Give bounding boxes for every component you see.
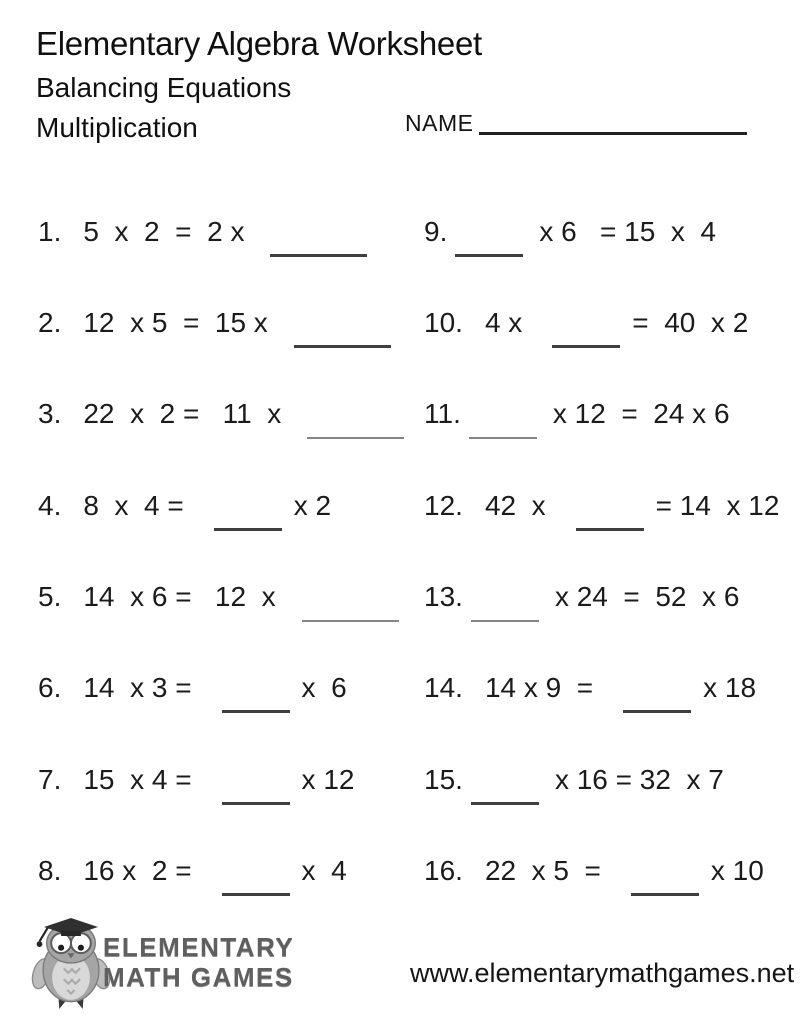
equation-post-text: x 6 = 15 x 4 [539,216,717,247]
problem-number: 9. [424,216,448,247]
problem-number: 13. [424,581,463,612]
problem-12 [424,489,779,523]
equation-post-text: x 10 [710,855,764,886]
equation-post-text: x 12 [301,764,355,795]
logo-wordmark [103,932,294,992]
answer-blank[interactable] [214,528,282,531]
answer-blank[interactable] [552,345,620,348]
equation-pre-text: 22 x 5 = [484,855,601,886]
problem-1 [38,215,367,249]
problem-number: 15. [424,764,463,795]
subtitle-balancing-equations: Balancing Equations [36,72,292,103]
answer-blank[interactable] [471,620,539,622]
equation-pre-text: 4 x [484,307,523,338]
problem-number: 8. [38,855,62,886]
logo-line-elementary: ELEMENTARY [103,932,295,962]
answer-blank[interactable] [270,254,367,257]
equation-pre-text: 14 x 6 = 12 x [83,581,276,612]
problem-10 [424,306,748,340]
problem-3 [38,397,404,431]
answer-blank[interactable] [471,802,539,805]
answer-blank[interactable] [623,710,691,713]
answer-blank[interactable] [302,620,399,622]
logo-line-math-games: MATH GAMES [103,962,294,992]
website-url: www.elementarymathgames.net [410,958,795,988]
equation-post-text: x 4 [301,855,347,886]
answer-blank[interactable] [222,802,290,805]
equation-post-text: x 12 = 24 x 6 [552,398,730,429]
equation-pre-text: 14 x 9 = [484,672,594,703]
problem-5 [38,580,399,614]
equation-post-text: x 2 [293,490,332,521]
problem-number: 3. [38,398,62,429]
problem-number: 1. [38,216,62,247]
problem-14 [424,671,756,705]
equation-pre-text: 22 x 2 = 11 x [83,398,282,429]
problem-4 [38,489,331,523]
problem-number: 7. [38,764,62,795]
equation-post-text: x 16 = 32 x 7 [554,764,724,795]
problem-number: 14. [424,672,463,703]
problem-8 [38,854,347,888]
equation-pre-text: 42 x [484,490,546,521]
answer-blank[interactable] [222,710,290,713]
problem-6 [38,671,347,705]
equation-post-text: = 14 x 12 [655,490,780,521]
answer-blank[interactable] [222,893,290,896]
name-blank-line[interactable] [479,132,747,135]
problem-number: 2. [38,307,62,338]
page-title: Elementary Algebra Worksheet [36,25,482,62]
equation-post-text: x 18 [703,672,757,703]
problem-number: 6. [38,672,62,703]
equation-pre-text: 5 x 2 = 2 x [83,216,245,247]
equation-pre-text: 16 x 2 = [83,855,192,886]
equation-pre-text: 8 x 4 = [83,490,184,521]
problem-number: 16. [424,855,463,886]
equation-post-text: = 40 x 2 [632,307,749,338]
equation-pre-text: 14 x 3 = [83,672,192,703]
problem-number: 4. [38,490,62,521]
equation-post-text: x 6 [301,672,347,703]
name-field [405,110,747,137]
answer-blank[interactable] [307,437,404,439]
name-label: NAME [405,110,474,136]
problem-16 [424,854,764,888]
subtitle-multiplication: Multiplication [36,112,198,143]
answer-blank[interactable] [631,893,699,896]
problem-2 [38,306,391,340]
answer-blank[interactable] [294,345,391,348]
problem-number: 11. [424,398,461,429]
equation-post-text: x 24 = 52 x 6 [554,581,740,612]
problem-9 [424,215,716,249]
equation-pre-text: 12 x 5 = 15 x [83,307,268,338]
equation-pre-text: 15 x 4 = [83,764,192,795]
answer-blank[interactable] [469,437,537,439]
problem-number: 10. [424,307,463,338]
problem-number: 12. [424,490,463,521]
problem-13 [424,580,739,614]
answer-blank[interactable] [576,528,644,531]
problem-11 [424,397,730,431]
problem-15 [424,763,724,797]
answer-blank[interactable] [455,254,523,257]
problem-7 [38,763,354,797]
problem-number: 5. [38,581,62,612]
